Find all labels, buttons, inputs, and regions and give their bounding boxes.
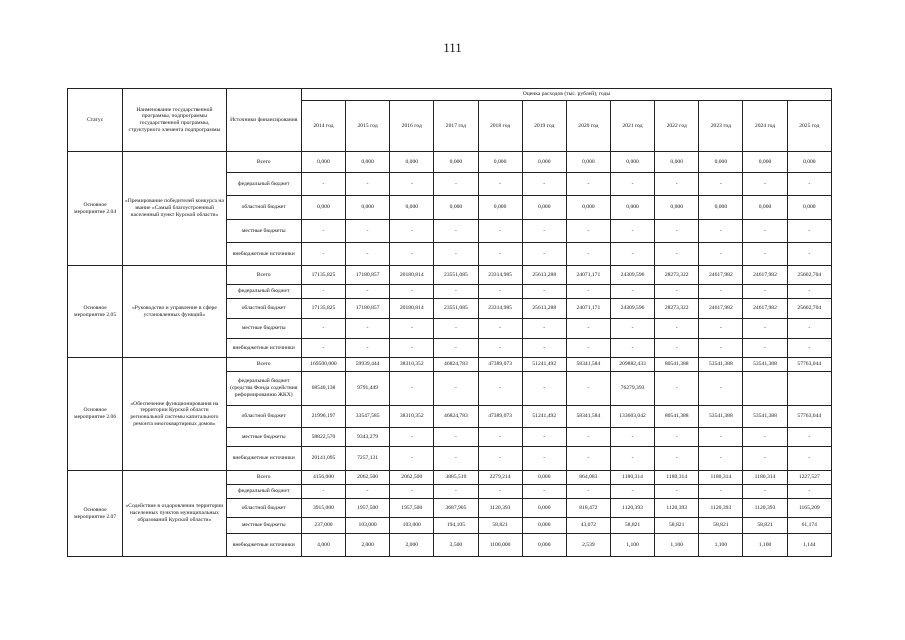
value-cell: - bbox=[787, 173, 831, 196]
value-cell: - bbox=[610, 447, 654, 471]
value-cell: 47389,073 bbox=[478, 406, 522, 428]
value-cell: - bbox=[566, 339, 610, 358]
value-cell: - bbox=[522, 428, 566, 447]
value-cell: - bbox=[434, 285, 478, 299]
value-cell: - bbox=[655, 485, 699, 499]
status-cell: Основное мероприятие 2.04 bbox=[68, 152, 123, 266]
value-cell: 38310,352 bbox=[390, 358, 434, 372]
value-cell: 0,000 bbox=[699, 152, 743, 173]
value-cell: - bbox=[346, 220, 390, 243]
value-cell: - bbox=[655, 372, 699, 406]
value-cell: - bbox=[478, 339, 522, 358]
value-cell: 1100,000 bbox=[478, 534, 522, 557]
value-cell: - bbox=[434, 339, 478, 358]
value-cell: 51241,492 bbox=[522, 358, 566, 372]
value-cell: - bbox=[478, 428, 522, 447]
table-row bbox=[68, 358, 832, 372]
value-cell: 58822,570 bbox=[301, 428, 345, 447]
value-cell: 4,000 bbox=[301, 534, 345, 557]
value-cell: - bbox=[478, 220, 522, 243]
value-cell: 1120,393 bbox=[655, 499, 699, 518]
value-cell: - bbox=[566, 447, 610, 471]
value-cell: 0,000 bbox=[346, 196, 390, 220]
value-cell: - bbox=[346, 173, 390, 196]
value-cell: - bbox=[434, 220, 478, 243]
value-cell: - bbox=[787, 485, 831, 499]
value-cell: 24617,982 bbox=[699, 266, 743, 285]
value-cell: 17135,825 bbox=[301, 299, 345, 319]
value-cell: 24309,596 bbox=[610, 266, 654, 285]
source-cell: федеральный бюджет bbox=[226, 285, 301, 299]
value-cell: 0,000 bbox=[743, 152, 787, 173]
value-cell: 17180,857 bbox=[346, 266, 390, 285]
source-cell: федеральный бюджет bbox=[226, 485, 301, 499]
value-cell: - bbox=[655, 173, 699, 196]
table-row bbox=[68, 152, 832, 173]
value-cell: 2062,500 bbox=[346, 471, 390, 485]
value-cell: 17180,857 bbox=[346, 299, 390, 319]
header-year: 2020 год bbox=[566, 101, 610, 152]
value-cell: 25613,288 bbox=[522, 266, 566, 285]
status-cell: Основное мероприятие 2.05 bbox=[68, 266, 123, 358]
value-cell: 61,174 bbox=[787, 518, 831, 534]
value-cell: 21996,197 bbox=[301, 406, 345, 428]
value-cell: 2279,214 bbox=[478, 471, 522, 485]
value-cell: - bbox=[655, 220, 699, 243]
value-cell: 25602,704 bbox=[787, 299, 831, 319]
value-cell: - bbox=[522, 372, 566, 406]
value-cell: - bbox=[346, 339, 390, 358]
value-cell: 58,821 bbox=[610, 518, 654, 534]
value-cell: 17135,825 bbox=[301, 266, 345, 285]
value-cell: 103,000 bbox=[346, 518, 390, 534]
value-cell: 3687,905 bbox=[434, 499, 478, 518]
value-cell: - bbox=[566, 428, 610, 447]
value-cell: 2,000 bbox=[390, 534, 434, 557]
source-cell: Всего bbox=[226, 358, 301, 372]
value-cell: - bbox=[787, 339, 831, 358]
value-cell: - bbox=[566, 372, 610, 406]
value-cell bbox=[787, 372, 831, 406]
value-cell: - bbox=[434, 319, 478, 339]
value-cell: 2062,500 bbox=[390, 471, 434, 485]
value-cell: 3915,000 bbox=[301, 499, 345, 518]
value-cell: - bbox=[478, 447, 522, 471]
name-cell: «Обеспечение функционирования на территории Курской области региональной системы капитального ремонта многоквартирных домов» bbox=[123, 358, 226, 471]
value-cell: 46824,783 bbox=[434, 406, 478, 428]
value-cell: 133603,042 bbox=[610, 406, 654, 428]
value-cell: 1,100 bbox=[699, 534, 743, 557]
value-cell: 33547,585 bbox=[346, 406, 390, 428]
value-cell: 57763,044 bbox=[787, 406, 831, 428]
value-cell: - bbox=[522, 339, 566, 358]
value-cell: - bbox=[787, 447, 831, 471]
value-cell: - bbox=[610, 428, 654, 447]
value-cell: - bbox=[610, 339, 654, 358]
value-cell: 24071,171 bbox=[566, 266, 610, 285]
value-cell: - bbox=[566, 173, 610, 196]
value-cell: - bbox=[566, 319, 610, 339]
value-cell: 0,000 bbox=[390, 196, 434, 220]
value-cell: 4156,000 bbox=[301, 471, 345, 485]
page-number: 111 bbox=[443, 40, 462, 55]
value-cell: - bbox=[434, 447, 478, 471]
value-cell: 9343,279 bbox=[346, 428, 390, 447]
value-cell: - bbox=[787, 220, 831, 243]
value-cell: 1227,527 bbox=[787, 471, 831, 485]
header-year: 2017 год bbox=[434, 101, 478, 152]
value-cell: 1180,314 bbox=[699, 471, 743, 485]
value-cell: 76279,393 bbox=[610, 372, 654, 406]
value-cell: 9791,449 bbox=[346, 372, 390, 406]
value-cell: 209882,433 bbox=[610, 358, 654, 372]
value-cell: 864,083 bbox=[566, 471, 610, 485]
value-cell: - bbox=[699, 319, 743, 339]
value-cell: - bbox=[699, 220, 743, 243]
value-cell: - bbox=[743, 485, 787, 499]
value-cell: - bbox=[655, 428, 699, 447]
value-cell: - bbox=[478, 485, 522, 499]
value-cell: - bbox=[390, 428, 434, 447]
value-cell: 1957,500 bbox=[346, 499, 390, 518]
value-cell: 1,100 bbox=[655, 534, 699, 557]
value-cell: - bbox=[390, 285, 434, 299]
value-cell: 2,000 bbox=[346, 534, 390, 557]
source-cell: областной бюджет bbox=[226, 406, 301, 428]
value-cell: 237,000 bbox=[301, 518, 345, 534]
value-cell: - bbox=[699, 339, 743, 358]
value-cell: - bbox=[787, 319, 831, 339]
source-cell: областной бюджет bbox=[226, 196, 301, 220]
value-cell: - bbox=[522, 447, 566, 471]
value-cell: - bbox=[699, 243, 743, 266]
value-cell: - bbox=[699, 428, 743, 447]
header-year: 2015 год bbox=[346, 101, 390, 152]
value-cell: 0,000 bbox=[522, 196, 566, 220]
value-cell: - bbox=[699, 372, 743, 406]
value-cell: - bbox=[478, 243, 522, 266]
value-cell: 51241,492 bbox=[522, 406, 566, 428]
value-cell: - bbox=[699, 285, 743, 299]
value-cell: 0,000 bbox=[478, 152, 522, 173]
value-cell: 28273,322 bbox=[655, 266, 699, 285]
value-cell: - bbox=[390, 220, 434, 243]
value-cell: - bbox=[478, 319, 522, 339]
value-cell bbox=[743, 372, 787, 406]
value-cell: 0,000 bbox=[787, 196, 831, 220]
value-cell: - bbox=[743, 319, 787, 339]
value-cell: 28273,322 bbox=[655, 299, 699, 319]
value-cell: 25613,288 bbox=[522, 299, 566, 319]
value-cell: 3,500 bbox=[434, 534, 478, 557]
value-cell: - bbox=[566, 220, 610, 243]
value-cell: - bbox=[522, 173, 566, 196]
value-cell: 53541,388 bbox=[743, 406, 787, 428]
source-cell: Всего bbox=[226, 152, 301, 173]
value-cell: 58,821 bbox=[655, 518, 699, 534]
header-year: 2016 год bbox=[390, 101, 434, 152]
value-cell: - bbox=[743, 428, 787, 447]
value-cell: 0,000 bbox=[522, 534, 566, 557]
header-year: 2024 год bbox=[743, 101, 787, 152]
value-cell: 58,821 bbox=[478, 518, 522, 534]
value-cell: - bbox=[522, 485, 566, 499]
source-cell: местные бюджеты bbox=[226, 518, 301, 534]
value-cell: - bbox=[478, 285, 522, 299]
value-cell: 0,000 bbox=[522, 152, 566, 173]
value-cell: 1180,314 bbox=[610, 471, 654, 485]
value-cell: 24617,982 bbox=[743, 266, 787, 285]
header-year: 2018 год bbox=[478, 101, 522, 152]
source-cell: внебюджетные источники bbox=[226, 534, 301, 557]
value-cell: 194,105 bbox=[434, 518, 478, 534]
value-cell: - bbox=[478, 173, 522, 196]
value-cell: 1120,393 bbox=[478, 499, 522, 518]
header-year: 2019 год bbox=[522, 101, 566, 152]
value-cell: 23551,085 bbox=[434, 266, 478, 285]
value-cell: 23314,985 bbox=[478, 266, 522, 285]
source-cell: внебюджетные источники bbox=[226, 243, 301, 266]
value-cell: 20180,814 bbox=[390, 299, 434, 319]
value-cell: 1165,209 bbox=[787, 499, 831, 518]
value-cell: - bbox=[699, 485, 743, 499]
header-status: Статус bbox=[68, 89, 123, 152]
value-cell: - bbox=[301, 285, 345, 299]
value-cell: - bbox=[346, 319, 390, 339]
value-cell: 23551,085 bbox=[434, 299, 478, 319]
value-cell: 0,000 bbox=[301, 196, 345, 220]
status-cell: Основное мероприятие 2.07 bbox=[68, 471, 123, 557]
name-cell: «Премирование победителей конкурса на звание «Самый благоустроенный населенный пункт Курской области» bbox=[123, 152, 226, 266]
value-cell: 46824,783 bbox=[434, 358, 478, 372]
value-cell: 68540,138 bbox=[301, 372, 345, 406]
value-cell: - bbox=[434, 485, 478, 499]
value-cell: - bbox=[346, 485, 390, 499]
value-cell: - bbox=[522, 285, 566, 299]
value-cell: - bbox=[566, 485, 610, 499]
value-cell: - bbox=[390, 339, 434, 358]
value-cell: 3885,510 bbox=[434, 471, 478, 485]
value-cell: 7257,131 bbox=[346, 447, 390, 471]
value-cell: 169500,000 bbox=[301, 358, 345, 372]
value-cell: 0,000 bbox=[522, 499, 566, 518]
value-cell: 0,000 bbox=[610, 196, 654, 220]
value-cell: - bbox=[478, 372, 522, 406]
name-cell: «Руководство и управление в сфере установленных функций» bbox=[123, 266, 226, 358]
value-cell: - bbox=[610, 285, 654, 299]
status-cell: Основное мероприятие 2.06 bbox=[68, 358, 123, 471]
value-cell: - bbox=[434, 428, 478, 447]
value-cell: - bbox=[743, 447, 787, 471]
value-cell: 0,000 bbox=[787, 152, 831, 173]
value-cell: 1180,314 bbox=[655, 471, 699, 485]
value-cell: 0,000 bbox=[434, 152, 478, 173]
source-cell: областной бюджет bbox=[226, 499, 301, 518]
source-cell: местные бюджеты bbox=[226, 428, 301, 447]
value-cell: 38310,352 bbox=[390, 406, 434, 428]
value-cell: - bbox=[390, 485, 434, 499]
header-year: 2023 год bbox=[699, 101, 743, 152]
source-cell: Всего bbox=[226, 471, 301, 485]
value-cell: 0,000 bbox=[390, 152, 434, 173]
value-cell: 53541,388 bbox=[699, 358, 743, 372]
value-cell: 20180,814 bbox=[390, 266, 434, 285]
value-cell: - bbox=[655, 285, 699, 299]
value-cell: 53541,388 bbox=[699, 406, 743, 428]
value-cell: 58,821 bbox=[743, 518, 787, 534]
value-cell: 0,000 bbox=[610, 152, 654, 173]
value-cell: 2,539 bbox=[566, 534, 610, 557]
value-cell: 1,144 bbox=[787, 534, 831, 557]
value-cell: - bbox=[743, 339, 787, 358]
value-cell: - bbox=[787, 428, 831, 447]
value-cell: - bbox=[522, 243, 566, 266]
value-cell: 80541,388 bbox=[655, 406, 699, 428]
value-cell: - bbox=[743, 220, 787, 243]
value-cell: 1180,314 bbox=[743, 471, 787, 485]
value-cell: 0,000 bbox=[655, 196, 699, 220]
source-cell: внебюджетные источники bbox=[226, 339, 301, 358]
value-cell: - bbox=[655, 339, 699, 358]
value-cell: - bbox=[301, 173, 345, 196]
name-cell: «Содействие в оздоровлении территории населенных пунктов муниципальных образований Курской области» bbox=[123, 471, 226, 557]
value-cell: 80541,388 bbox=[655, 358, 699, 372]
value-cell: 24309,596 bbox=[610, 299, 654, 319]
value-cell: 58341,584 bbox=[566, 406, 610, 428]
source-cell: Всего bbox=[226, 266, 301, 285]
header-year: 2021 год bbox=[610, 101, 654, 152]
value-cell: - bbox=[390, 372, 434, 406]
value-cell: 0,000 bbox=[478, 196, 522, 220]
value-cell: 58341,584 bbox=[566, 358, 610, 372]
value-cell: - bbox=[301, 220, 345, 243]
value-cell: 59939,444 bbox=[346, 358, 390, 372]
source-cell: федеральный бюджет bbox=[226, 173, 301, 196]
value-cell: 0,000 bbox=[434, 196, 478, 220]
value-cell: - bbox=[610, 173, 654, 196]
value-cell: - bbox=[655, 447, 699, 471]
value-cell: - bbox=[346, 285, 390, 299]
value-cell: 1120,393 bbox=[743, 499, 787, 518]
value-cell: - bbox=[699, 447, 743, 471]
value-cell: - bbox=[301, 339, 345, 358]
value-cell: 0,000 bbox=[566, 152, 610, 173]
header-sources: Источники финансирования bbox=[226, 89, 301, 152]
value-cell: - bbox=[301, 243, 345, 266]
value-cell: - bbox=[522, 319, 566, 339]
value-cell: - bbox=[434, 243, 478, 266]
value-cell: 818,472 bbox=[566, 499, 610, 518]
source-cell: федеральный бюджет (средства Фонда содействия реформированию ЖКХ) bbox=[226, 372, 301, 406]
value-cell: 0,000 bbox=[301, 152, 345, 173]
value-cell: 24617,982 bbox=[743, 299, 787, 319]
value-cell: - bbox=[390, 319, 434, 339]
value-cell: 1120,393 bbox=[610, 499, 654, 518]
value-cell: 58,821 bbox=[699, 518, 743, 534]
value-cell: 57763,044 bbox=[787, 358, 831, 372]
table-row bbox=[68, 471, 832, 485]
value-cell: 103,000 bbox=[390, 518, 434, 534]
value-cell: 20141,095 bbox=[301, 447, 345, 471]
value-cell: 0,000 bbox=[346, 152, 390, 173]
value-cell: - bbox=[301, 485, 345, 499]
value-cell: - bbox=[390, 173, 434, 196]
value-cell: - bbox=[743, 243, 787, 266]
header-year: 2025 год bbox=[787, 101, 831, 152]
value-cell: - bbox=[655, 319, 699, 339]
value-cell: - bbox=[610, 243, 654, 266]
value-cell: - bbox=[390, 243, 434, 266]
value-cell: 1,100 bbox=[743, 534, 787, 557]
source-cell: местные бюджеты bbox=[226, 220, 301, 243]
value-cell: 47389,073 bbox=[478, 358, 522, 372]
header-name: Наименование государственной программы, подпрограммы государственной программы, структурного элемента подпрограммы bbox=[123, 89, 226, 152]
value-cell: 1120,393 bbox=[699, 499, 743, 518]
value-cell: 0,000 bbox=[743, 196, 787, 220]
value-cell: - bbox=[787, 285, 831, 299]
value-cell: 23314,985 bbox=[478, 299, 522, 319]
value-cell: - bbox=[566, 285, 610, 299]
value-cell: 43,072 bbox=[566, 518, 610, 534]
source-cell: областной бюджет bbox=[226, 299, 301, 319]
header-year: 2014 год bbox=[301, 101, 345, 152]
value-cell: - bbox=[346, 243, 390, 266]
value-cell: - bbox=[434, 372, 478, 406]
header-year: 2022 год bbox=[655, 101, 699, 152]
value-cell: - bbox=[566, 243, 610, 266]
value-cell: 24071,171 bbox=[566, 299, 610, 319]
value-cell: - bbox=[390, 447, 434, 471]
value-cell: - bbox=[610, 485, 654, 499]
value-cell: - bbox=[743, 173, 787, 196]
value-cell: 1,100 bbox=[610, 534, 654, 557]
value-cell: 53541,388 bbox=[743, 358, 787, 372]
budget-table bbox=[67, 88, 832, 557]
value-cell: 0,000 bbox=[655, 152, 699, 173]
value-cell: - bbox=[301, 319, 345, 339]
value-cell: - bbox=[610, 220, 654, 243]
value-cell: - bbox=[522, 220, 566, 243]
value-cell: - bbox=[434, 173, 478, 196]
source-cell: местные бюджеты bbox=[226, 319, 301, 339]
value-cell: - bbox=[699, 173, 743, 196]
value-cell: 1957,500 bbox=[390, 499, 434, 518]
value-cell: - bbox=[743, 285, 787, 299]
header-estimate: Оценка расходов (тыс. рублей), годы bbox=[301, 89, 831, 101]
value-cell: - bbox=[787, 243, 831, 266]
value-cell: 0,000 bbox=[699, 196, 743, 220]
source-cell: внебюджетные источники bbox=[226, 447, 301, 471]
table-row bbox=[68, 266, 832, 285]
value-cell: 25602,704 bbox=[787, 266, 831, 285]
value-cell: 0,000 bbox=[566, 196, 610, 220]
value-cell: 0,000 bbox=[522, 471, 566, 485]
value-cell: - bbox=[655, 243, 699, 266]
value-cell: 24617,982 bbox=[699, 299, 743, 319]
value-cell: - bbox=[610, 319, 654, 339]
value-cell: 0,000 bbox=[522, 518, 566, 534]
